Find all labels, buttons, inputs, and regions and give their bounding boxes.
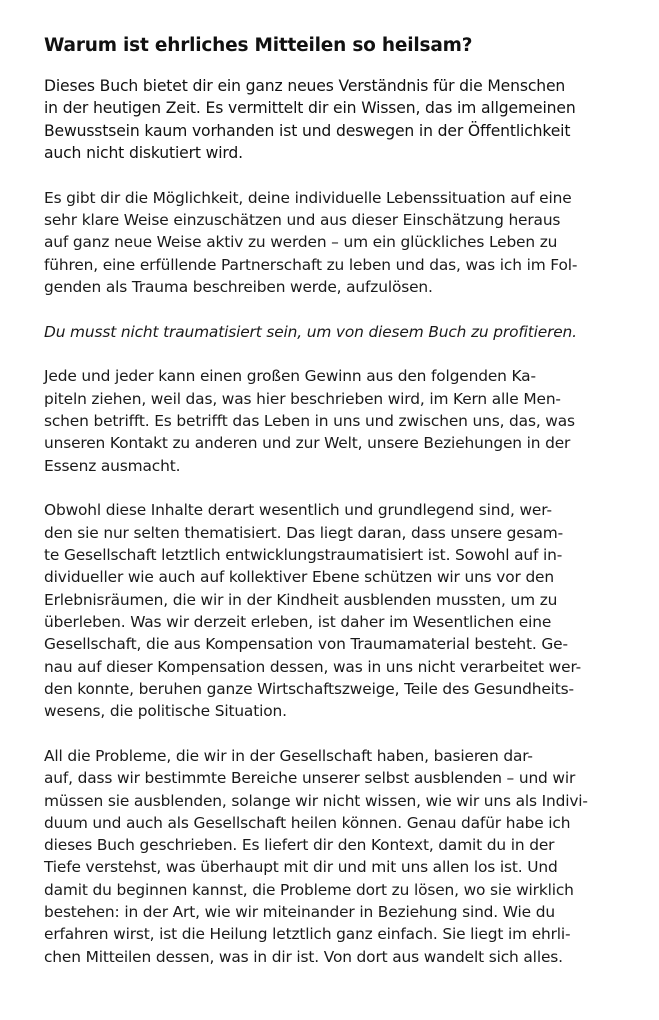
paragraph-5 xyxy=(44,499,633,722)
text-line: genden als Trauma beschreiben werde, aufzulösen. xyxy=(44,277,433,296)
text-line: in der heutigen Zeit. Es vermittelt dir ein Wissen, das im allgemeinen xyxy=(44,99,576,118)
text-line: auch nicht diskutiert wird. xyxy=(44,143,243,162)
text-line: Tiefe verstehst, was überhaupt mit dir und mit uns allen los ist. Und xyxy=(44,858,558,877)
text-line: überleben. Was wir derzeit erleben, ist daher im Wesentlichen eine xyxy=(44,612,552,631)
text-line: wesens, die politische Situation. xyxy=(44,702,287,721)
text-line: nau auf dieser Kompensation dessen, was in uns nicht verarbeitet wer- xyxy=(44,657,582,676)
text-line: All die Probleme, die wir in der Gesellschaft haben, basieren dar- xyxy=(44,746,533,765)
text-line: dieses Buch geschrieben. Es liefert dir den Kontext, damit du in der xyxy=(44,836,555,855)
paragraph-2 xyxy=(44,187,633,298)
text-line: müssen sie ausblenden, solange wir nicht wissen, wie wir uns als Indivi- xyxy=(44,791,588,810)
text-line: bestehen: in der Art, wie wir miteinander in Beziehung sind. Wie du xyxy=(44,903,555,921)
text-line: piteln ziehen, weil das, was hier beschrieben wird, im Kern alle Men- xyxy=(44,389,561,408)
text-line: Du musst nicht traumatisiert sein, um von diesem Buch zu profitieren. xyxy=(44,322,577,341)
text-line: den sie nur selten thematisiert. Das liegt daran, dass unsere gesam- xyxy=(44,523,564,542)
text-line: auf, dass wir bestimmte Bereiche unserer selbst ausblenden – und wir xyxy=(44,769,576,788)
paragraph-6 xyxy=(44,745,633,968)
text-line: Bewusstsein kaum vorhanden ist und deswegen in der Öffentlichkeit xyxy=(44,121,571,140)
text-line: führen, eine erfüllende Partnerschaft zu leben und das, was ich im Fol- xyxy=(44,255,578,274)
text-line: schen betrifft. Es betrifft das Leben in uns und zwischen uns, das, was xyxy=(44,412,575,431)
text-line: Gesellschaft, die aus Kompensation von Traumamaterial besteht. Ge- xyxy=(44,635,568,654)
text-line: Obwohl diese Inhalte derart wesentlich und grundlegend sind, wer- xyxy=(44,501,552,520)
text-line: damit du beginnen kannst, die Probleme dort zu lösen, wo sie wirklich xyxy=(44,880,574,899)
text-line: Es gibt dir die Möglichkeit, deine individuelle Lebenssituation auf eine xyxy=(44,188,572,207)
page-title: Warum ist ehrliches Mitteilen so heilsam? xyxy=(44,35,473,56)
text-line: sehr klare Weise einzuschätzen und aus dieser Einschätzung heraus xyxy=(44,210,561,229)
text-line: unseren Kontakt zu anderen und zur Welt, unsere Beziehungen in der xyxy=(44,434,571,453)
text-line: Dieses Buch bietet dir ein ganz neues Verständnis für die Menschen xyxy=(44,77,566,95)
body-text xyxy=(44,75,633,968)
text-line: te Gesellschaft letztlich entwicklungstraumatisiert ist. Sowohl auf in- xyxy=(44,546,563,565)
text-line: erfahren wirst, ist die Heilung letztlich ganz einfach. Sie liegt im ehrli- xyxy=(44,925,571,944)
paragraph-4 xyxy=(44,365,633,476)
text-line: Essenz ausmacht. xyxy=(44,456,181,475)
text-line: den konnte, beruhen ganze Wirtschaftszweige, Teile des Gesundheits- xyxy=(44,679,574,698)
text-line: auf ganz neue Weise aktiv zu werden – um ein glückliches Leben zu xyxy=(44,233,558,252)
text-line: dividueller wie auch auf kollektiver Ebene schützen wir uns vor den xyxy=(44,568,554,587)
text-line: duum und auch als Gesellschaft heilen können. Genau dafür habe ich xyxy=(44,813,571,832)
text-line: Erlebnisräumen, die wir in der Kindheit ausblenden mussten, um zu xyxy=(44,590,558,609)
paragraph-1 xyxy=(44,75,633,164)
paragraph-3 xyxy=(44,321,633,343)
text-line: chen Mitteilen dessen, was in dir ist. Von dort aus wandelt sich alles. xyxy=(44,947,563,966)
text-line: Jede und jeder kann einen großen Gewinn aus den folgenden Ka- xyxy=(44,367,536,386)
